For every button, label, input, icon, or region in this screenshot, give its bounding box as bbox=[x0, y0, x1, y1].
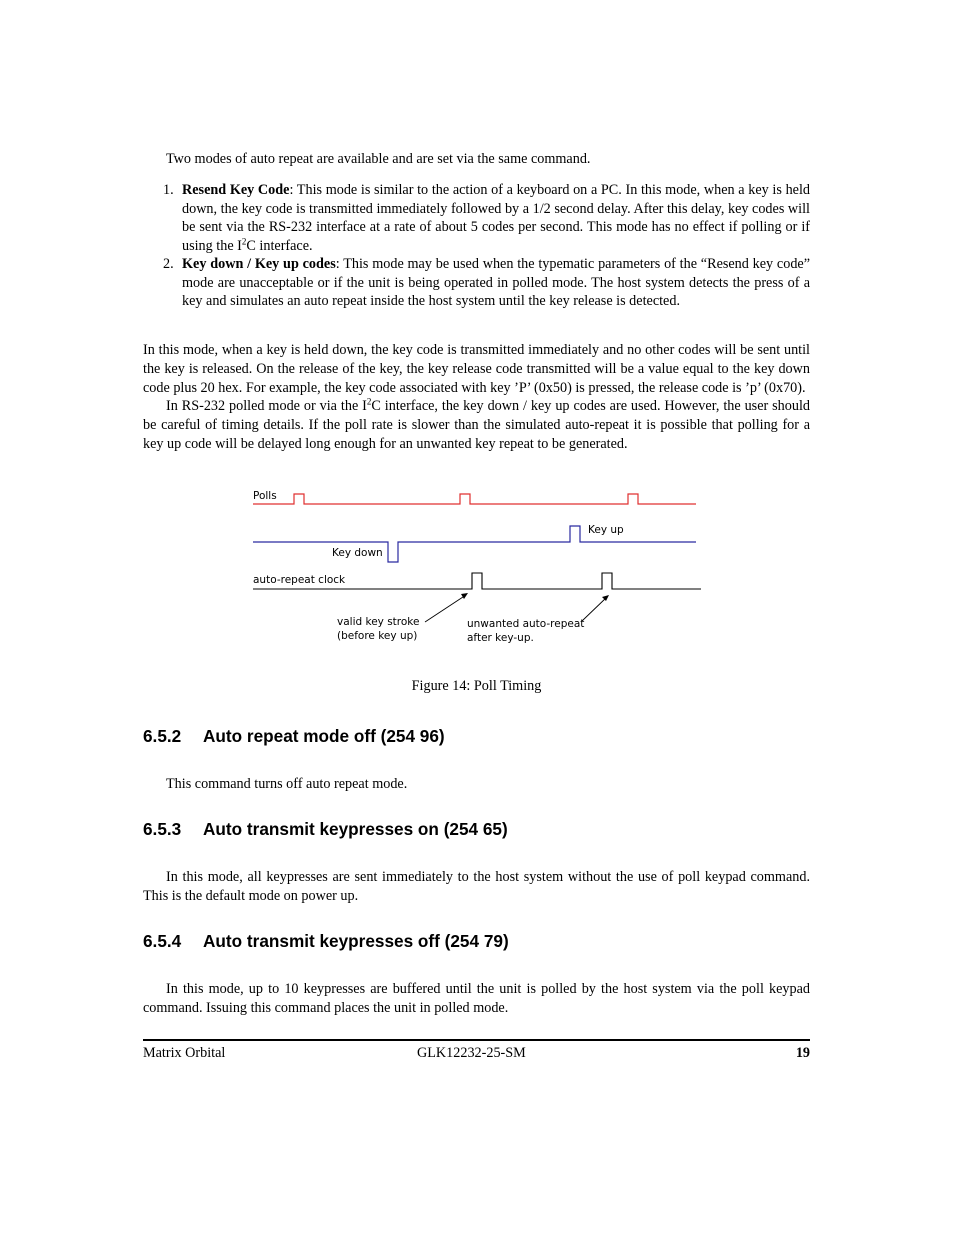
section-body: In this mode, all keypresses are sent immediately to the host system without the use of poll keypad command. This is the default mode on power up. bbox=[143, 869, 810, 904]
section-body: This command turns off auto repeat mode. bbox=[166, 776, 408, 792]
section-body: In this mode, up to 10 keypresses are buffered until the unit is polled by the host system via the poll keypad command. Issuing this command places the unit in polled mode. bbox=[143, 981, 810, 1016]
body-paragraph bbox=[143, 397, 810, 453]
footer-rule bbox=[143, 1039, 810, 1041]
unwanted-arrow-line bbox=[582, 597, 607, 621]
unwanted-arrow-head bbox=[602, 595, 609, 601]
mode-description: : This mode may be used when the typematic parameters of the “Resend key code” mode are unacceptable or if the unit is being operated in polled mode. The host system detects the press of a key and simulates an auto repeat inside the host system until the key release is detected. bbox=[182, 256, 811, 309]
page-number: 19 bbox=[795, 1045, 810, 1061]
section-heading-6-5-3 bbox=[143, 819, 508, 840]
section-title: Auto repeat mode off (254 96) bbox=[203, 726, 445, 746]
polls-waveform bbox=[253, 494, 696, 504]
mode-description: : This mode is similar to the action of a keyboard on a PC. In this mode, when a key is held down, the key code is transmitted immediately followed by a 1/2 second delay. After this delay, key codes will be sent via the RS-232 interface at a rate of about 5 codes per second. This mode has no effect if polling or if using the I bbox=[182, 182, 810, 254]
superscript: 2 bbox=[366, 396, 372, 407]
section-title: Auto transmit keypresses off (254 79) bbox=[203, 931, 509, 951]
valid-keystroke-label: valid key stroke bbox=[337, 616, 420, 628]
polls-label: Polls bbox=[253, 490, 277, 502]
body-paragraph: In this mode, when a key is held down, the key code is transmitted immediately and no other codes will be sent until the key is released. On the release of the key, the key release code transmitted will be a value equal to the key down code plus 20 hex. For example, the key code associated with key ’P’ (0x50) is pressed, the release code is ’p’ (0x70). bbox=[143, 342, 810, 396]
intro-text: Two modes of auto repeat are available and are set via the same command. bbox=[166, 151, 591, 167]
figure-caption: Figure 14: Poll Timing bbox=[411, 678, 542, 694]
unwanted-repeat-label: unwanted auto-repeat bbox=[467, 618, 585, 630]
footer-company: Matrix Orbital bbox=[143, 1045, 226, 1061]
mode-term: Resend Key Code bbox=[182, 182, 290, 198]
list-number: 1. bbox=[163, 182, 174, 198]
poll-timing-diagram bbox=[248, 485, 713, 655]
list-item bbox=[143, 255, 810, 311]
unwanted-repeat-sublabel: after key-up. bbox=[467, 632, 534, 644]
paragraph-text: In RS-232 polled mode or via the I bbox=[166, 398, 367, 415]
paragraph-text-end: C interface, the key down / key up codes are used. However, the user should be careful of timing details. If the poll rate is slower than the simulated auto-repeat it is possible that polling for a key up code will be delayed long enough for an unwanted key repeat to be generated. bbox=[143, 398, 810, 452]
section-heading-6-5-4 bbox=[143, 931, 509, 952]
section-number: 6.5.3 bbox=[143, 819, 182, 839]
section-title: Auto transmit keypresses on (254 65) bbox=[203, 819, 508, 839]
superscript: 2 bbox=[241, 235, 247, 246]
section-number: 6.5.2 bbox=[143, 726, 182, 746]
section-heading-6-5-2 bbox=[143, 726, 445, 747]
valid-keystroke-sublabel: (before key up) bbox=[337, 630, 418, 642]
valid-arrow-line bbox=[425, 595, 466, 622]
key-waveform bbox=[253, 526, 696, 562]
key-up-label: Key up bbox=[588, 524, 624, 536]
auto-repeat-clock-label: auto-repeat clock bbox=[253, 574, 346, 586]
body-paragraphs bbox=[143, 341, 810, 454]
mode-description-end: C interface. bbox=[246, 237, 313, 254]
auto-repeat-modes-list bbox=[143, 181, 810, 311]
section-number: 6.5.4 bbox=[143, 931, 182, 951]
key-down-label: Key down bbox=[332, 547, 383, 559]
list-item bbox=[143, 181, 810, 255]
mode-term: Key down / Key up codes bbox=[182, 256, 336, 272]
list-number: 2. bbox=[163, 256, 174, 272]
footer-model: GLK12232-25-SM bbox=[417, 1045, 526, 1061]
